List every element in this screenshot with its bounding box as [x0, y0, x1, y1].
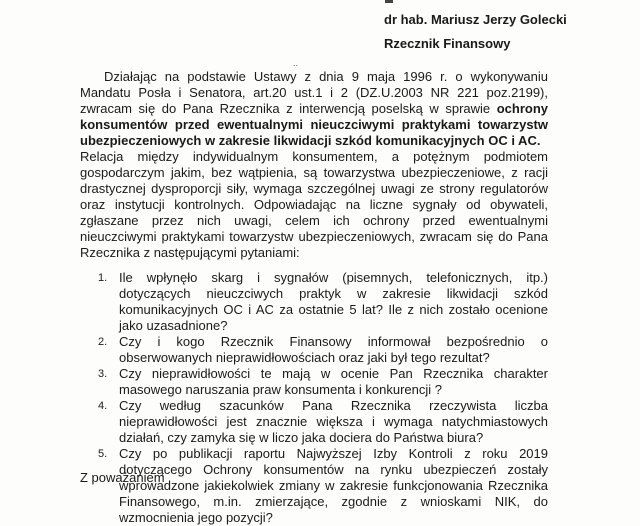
question-number: 3.: [98, 368, 108, 380]
intro-paragraph: [80, 69, 548, 149]
question-text: Czy i kogo Rzecznik Finansowy informował bezpośrednio o obserwowanych nieprawidłowościach oraz jaki był tego rezultat?: [119, 334, 548, 365]
recipient-block: [384, 8, 567, 56]
intro-text: Działając na podstawie Ustawy z dnia 9 maja 1996 r. o wykonywaniu Mandatu Posła i Senatora, art.20 ust.1 i 2 (DZ.U.2003 NR 221 poz.2199), zwracam się do Pana Rzecznika z interwencją poselską w sprawie: [80, 69, 548, 116]
question-text: Czy nieprawidłowości te mają w ocenie Pan Rzecznika charakter masowego naruszania praw konsumenta i konkurencji ?: [119, 366, 548, 397]
question-text: Czy po publikacji raportu Najwyższej Izby Kontroli z roku 2019 dotyczącego Ochrony konsumentów na rynku ubezpieczeń zostały wprowadzone jakiekolwiek zmiany w zakresie funkcjonowania Rzecznika Finansowego, m.in. zmierzające, zgodnie z wnioskami NIK, do wzmocnienia jego pozycji?: [119, 446, 548, 525]
question-number: 4.: [98, 400, 108, 412]
context-paragraph: Relacja między indywidualnym konsumentem, a potężnym podmiotem gospodarczym jakim, bez wątpienia, są towarzystwa ubezpieczeniowe, z racji drastycznej dysproporcji siły, wymaga szczególnej uwagi ze strony regulatorów oraz instytucji kontrolnych. Odpowiadając na liczne sygnały od obywateli, zgłaszane przez nich uwagi, celem ich ochrony przed ewentualnymi nieuczciwymi praktykami towarzystw ubezpieczeniowych, zwracam się do Pana Rzecznika z następującymi pytaniami:: [80, 149, 548, 260]
scan-artifact: [385, 0, 393, 3]
stray-mark: ..: [293, 58, 299, 68]
question-item: [80, 446, 548, 526]
question-item: [80, 366, 548, 398]
question-item: [80, 334, 548, 366]
question-text: Czy według szacunków Pana Rzecznika rzeczywista liczba nieprawidłowości jest znacznie większa i wymaga natychmiastowych działań, czy zamyka się w liczo jaka dociera do Państwa biura?: [119, 398, 548, 445]
question-item: [80, 270, 548, 334]
recipient-title: Rzecznik Finansowy: [384, 36, 511, 51]
question-number: 5.: [98, 448, 108, 460]
questions-list: [80, 270, 548, 526]
question-text: Ile wpłynęło skarg i sygnałów (pisemnych, telefonicznych, itp.) dotyczących nieuczciwych praktyk w zakresie likwidacji szkód komunikacyjnych OC i AC za ostatnie 5 lat? Ile z nich zostało ocenione jako uzasadnione?: [119, 270, 548, 333]
letter-body: [80, 69, 548, 526]
question-number: 1.: [98, 272, 108, 284]
question-number: 2.: [98, 336, 108, 348]
intro-subject: ochrony konsumentów przed ewentualnymi nieuczciwymi praktykami towarzystw ubezpieczeniowych w zakresie likwidacji szkód komunikacyjnych OC i AC.: [80, 101, 548, 148]
question-item: [80, 398, 548, 446]
recipient-name: dr hab. Mariusz Jerzy Golecki: [384, 12, 567, 27]
closing-salutation: Z poważaniem: [80, 470, 165, 485]
